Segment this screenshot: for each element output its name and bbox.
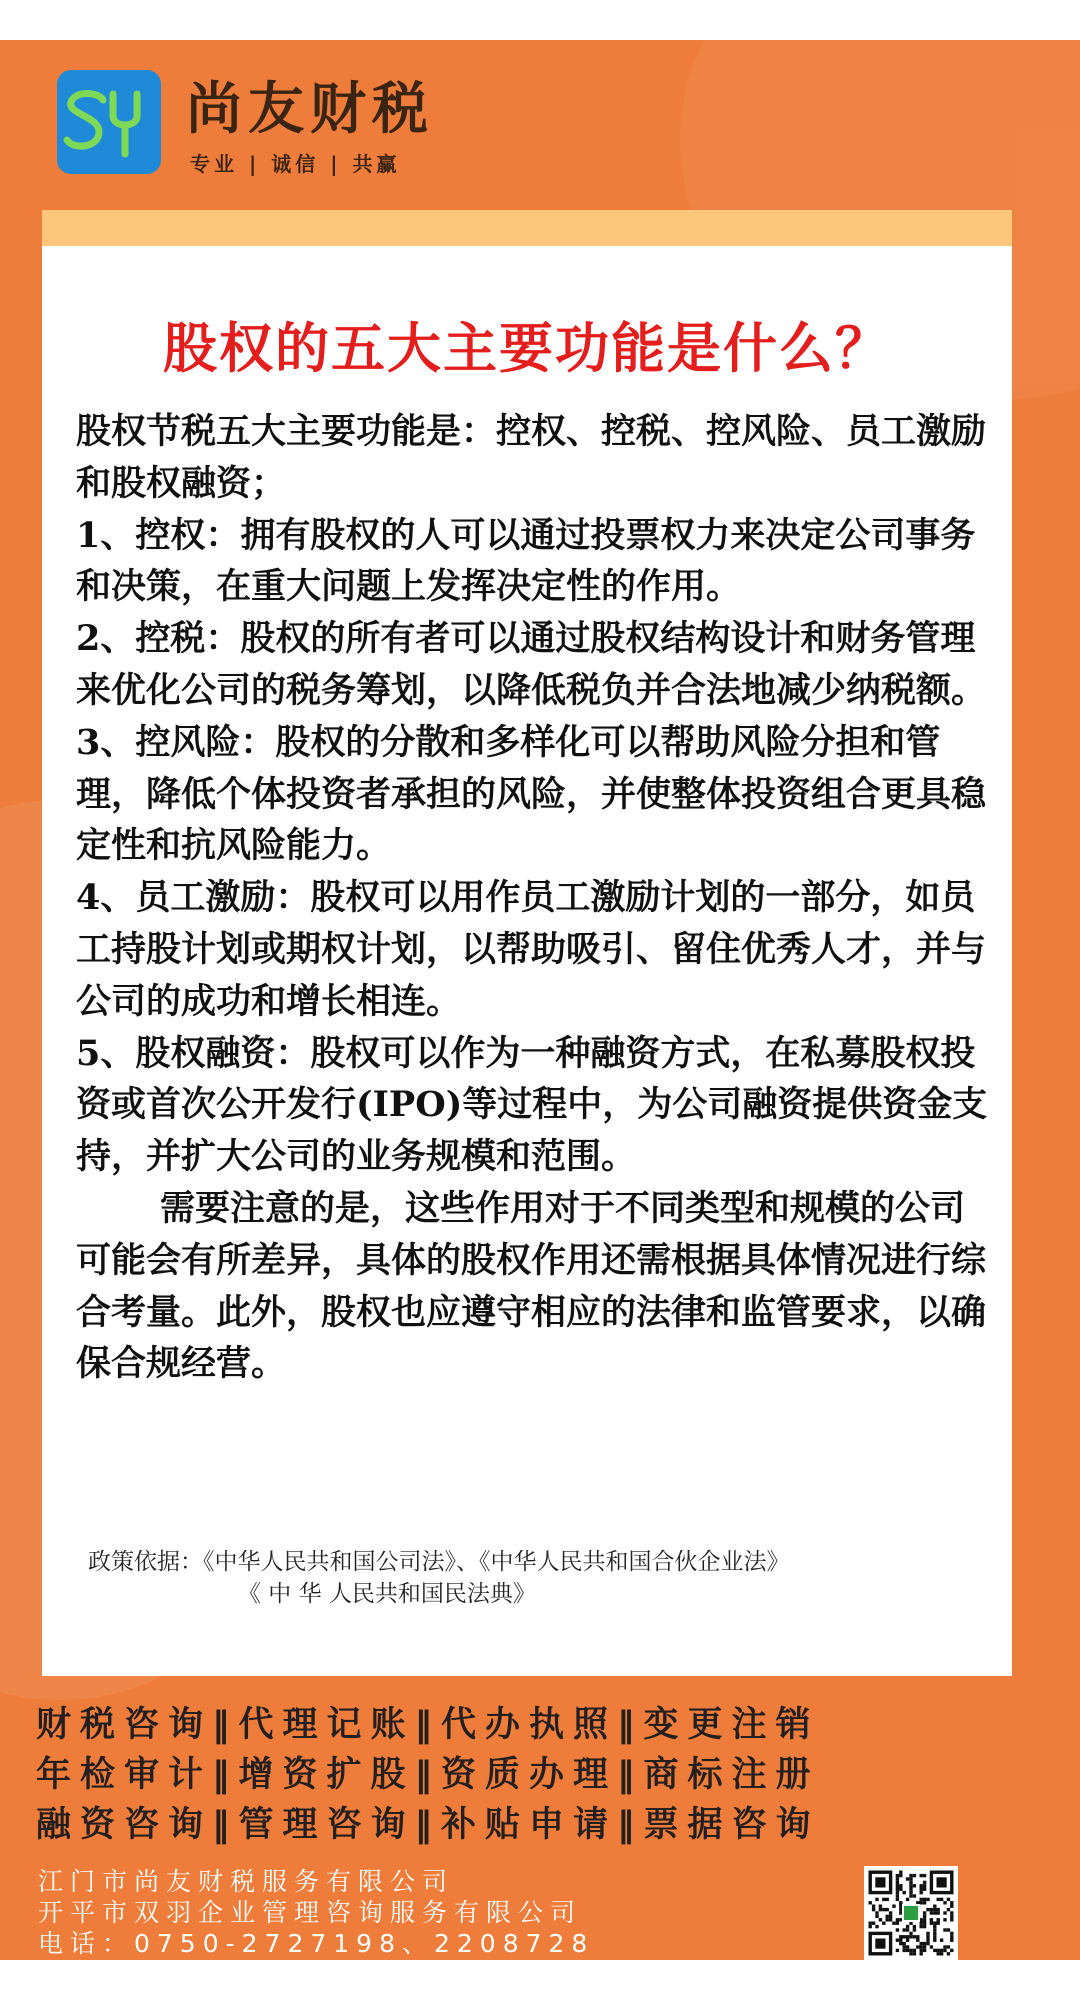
sy-logo-icon bbox=[57, 70, 161, 174]
content-card bbox=[42, 246, 1012, 1676]
paragraph-note: 需要注意的是，这些作用对于不同类型和规模的公司可能会有所差异，具体的股权作用还需根据具体情况进行综合考量。此外，股权也应遵守相应的法律和监管要求，以确保合规经营。 bbox=[76, 1187, 987, 1385]
brand-slogan: 专业 | 诚信 | 共赢 bbox=[190, 152, 401, 176]
paragraph: 3、控风险：股权的分散和多样化可以帮助风险分担和管理，降低个体投资者承担的风险，并使整体投资组合更具稳定性和抗风险能力。 bbox=[76, 721, 987, 867]
services-list bbox=[36, 1700, 1036, 1850]
company-name: 江门市尚友财税服务有限公司 bbox=[38, 1867, 455, 1896]
qr-code bbox=[864, 1866, 958, 1960]
paragraph: 股权节税五大主要功能是：控权、控税、控风险、员工激励和股权融资； bbox=[76, 411, 987, 504]
policy-line: 政策依据：《中华人民共和国公司法》、《中华人民共和国合伙企业法》 bbox=[88, 1549, 790, 1575]
brand-name: 尚友财税 bbox=[186, 77, 434, 142]
paragraph: 1、控权：拥有股权的人可以通过投票权力来决定公司事务和决策，在重大问题上发挥决定性的作用。 bbox=[76, 514, 976, 608]
paragraph: 5、股权融资：股权可以作为一种融资方式，在私募股权投资或首次公开发行(IPO)等过程中，为公司融资提供资金支持，并扩大公司的业务规模和范围。 bbox=[76, 1032, 988, 1178]
poster-background bbox=[0, 40, 1080, 1960]
services-row: 财税咨询‖代理记账‖代办执照‖变更注销 bbox=[36, 1705, 820, 1745]
paragraph: 4、员工激励：股权可以用作员工激励计划的一部分，如员工持股计划或期权计划，以帮助吸引、留住优秀人才，并与公司的成功和增长相连。 bbox=[76, 877, 987, 1022]
paragraph: 2、控税：股权的所有者可以通过股权结构设计和财务管理来优化公司的税务筹划，以降低税负并合法地减少纳税额。 bbox=[76, 618, 987, 711]
card-top-band bbox=[42, 210, 1012, 246]
services-row: 年检审计‖增资扩股‖资质办理‖商标注册 bbox=[36, 1755, 820, 1795]
qr-code-icon bbox=[864, 1866, 958, 1960]
page-title: 股权的五大主要功能是什么？ bbox=[163, 316, 891, 380]
company-phone: 电话：0750-2727198、2208728 bbox=[38, 1929, 595, 1958]
policy-basis bbox=[88, 1546, 988, 1610]
policy-line: 《 中 华 人民共和国民法典》 bbox=[238, 1581, 536, 1607]
company-info bbox=[38, 1866, 594, 1959]
brand-logo bbox=[57, 70, 161, 174]
article-body bbox=[76, 406, 996, 1390]
services-row: 融资咨询‖管理咨询‖补贴申请‖票据咨询 bbox=[36, 1805, 820, 1845]
company-name: 开平市双羽企业管理咨询服务有限公司 bbox=[38, 1898, 583, 1927]
